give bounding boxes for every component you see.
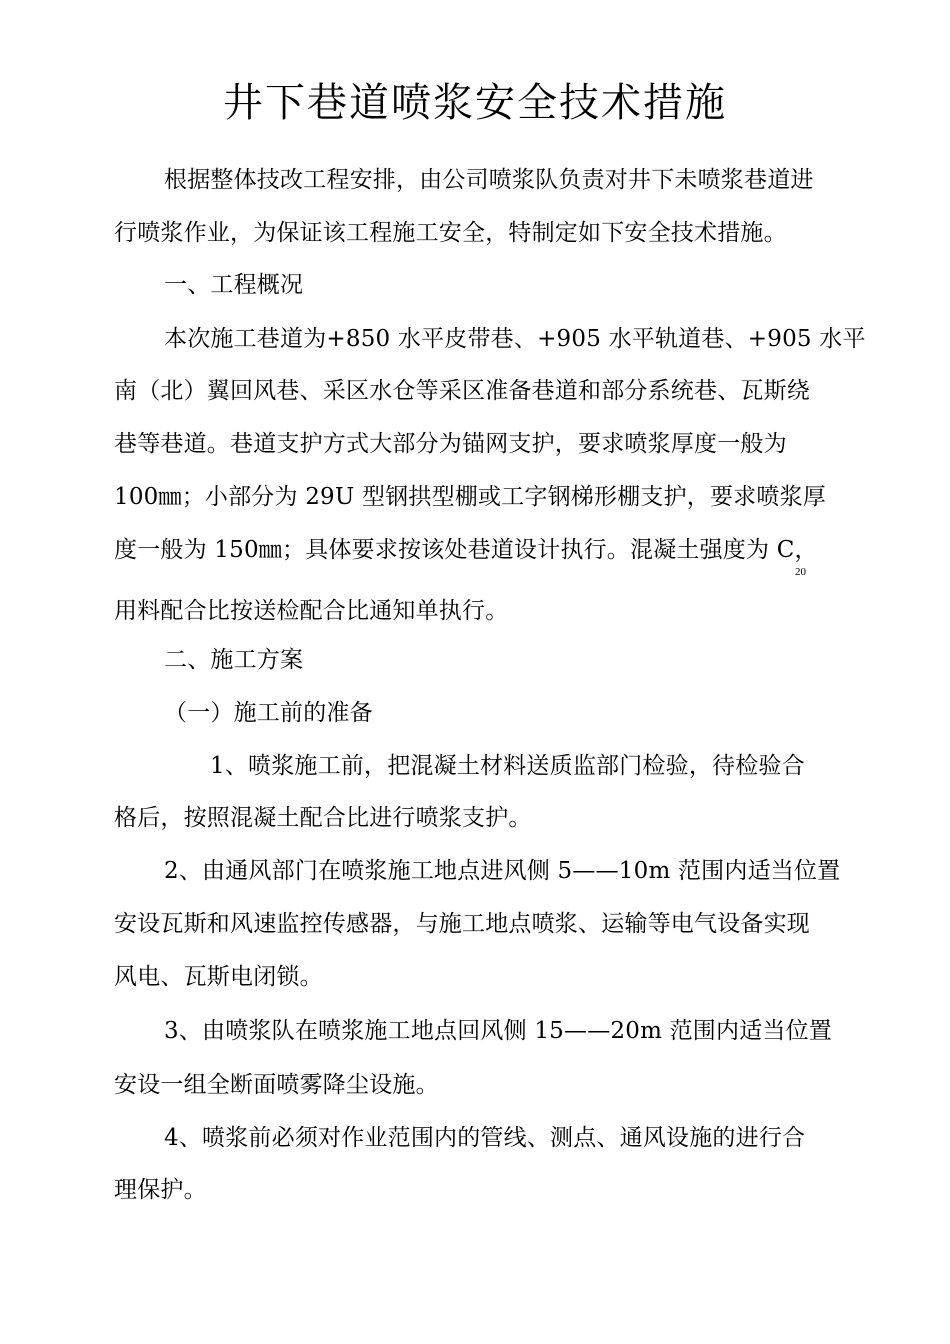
section-1-line-3: 巷等巷道。巷道支护方式大部分为锚网支护，要求喷浆厚度一般为 xyxy=(114,431,787,457)
section-1-line-5: 度一般为 150㎜；具体要求按该处巷道设计执行。混凝土强度为 C， xyxy=(114,537,818,563)
item-3-line-1: 3、由喷浆队在喷浆施工地点回风侧 15——20m 范围内适当位置 xyxy=(164,1018,832,1044)
section-1-line-2: 南（北）翼回风巷、采区水仓等采区准备巷道和部分系统巷、瓦斯绕 xyxy=(114,378,810,404)
item-3-line-2: 安设一组全断面喷雾降尘设施。 xyxy=(114,1072,439,1098)
item-1-line-2: 格后，按照混凝土配合比进行喷浆支护。 xyxy=(114,805,532,831)
section-1-line-6: 用料配合比按送检配合比通知单执行。 xyxy=(114,598,509,624)
section-1-heading: 一、工程概况 xyxy=(164,272,304,298)
section-1-line-1: 本次施工巷道为+850 水平皮带巷、+905 水平轨道巷、+905 水平 xyxy=(164,326,866,352)
item-4-line-1: 4、喷浆前必须对作业范围内的管线、测点、通风设施的进行合 xyxy=(164,1125,806,1151)
intro-line-2: 行喷浆作业，为保证该工程施工安全，特制定如下安全技术措施。 xyxy=(114,220,787,246)
item-2-line-1: 2、由通风部门在喷浆施工地点进风侧 5——10m 范围内适当位置 xyxy=(164,858,841,884)
item-4-line-2: 理保护。 xyxy=(114,1177,207,1203)
item-1-line-1: 1、喷浆施工前，把混凝土材料送质监部门检验，待检验合 xyxy=(210,753,805,779)
strength-subscript: 20 xyxy=(795,566,806,578)
item-2-line-2: 安设瓦斯和风速监控传感器，与施工地点喷浆、运输等电气设备实现 xyxy=(114,911,810,937)
document-title: 井下巷道喷浆安全技术措施 xyxy=(223,80,727,126)
section-1-line-4: 100㎜；小部分为 29U 型钢拱型棚或工字钢梯形棚支护，要求喷浆厚 xyxy=(114,484,826,510)
item-2-line-3: 风电、瓦斯电闭锁。 xyxy=(114,964,323,990)
intro-line-1: 根据整体技改工程安排，由公司喷浆队负责对井下未喷浆巷道进 xyxy=(164,167,814,193)
section-2-heading: 二、施工方案 xyxy=(164,647,304,673)
section-2-subheading: （一）施工前的准备 xyxy=(164,700,373,726)
